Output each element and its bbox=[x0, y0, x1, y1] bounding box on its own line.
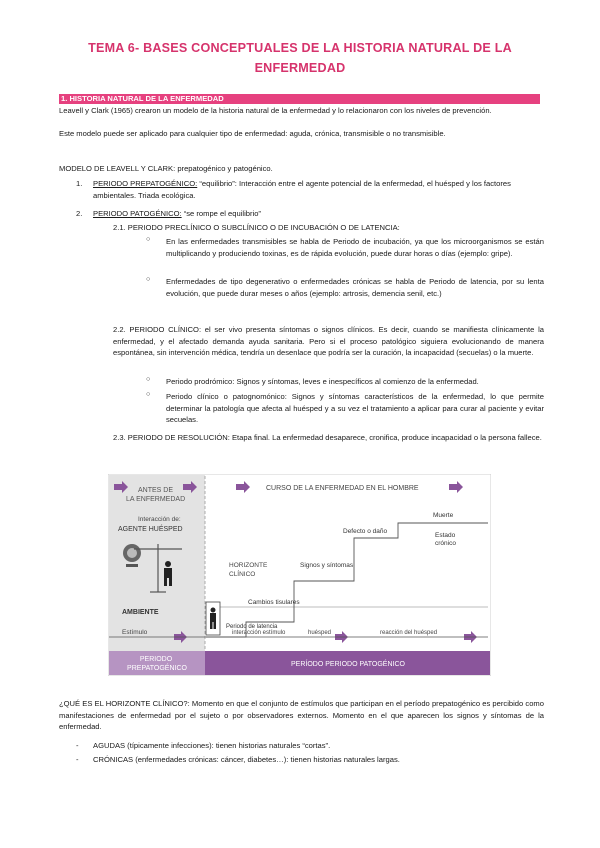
model-heading: MODELO DE LEAVELL Y CLARK: prepatogénico y patogénico. bbox=[59, 164, 273, 173]
label-horizonte-line: CLÍNICO bbox=[229, 571, 256, 578]
period-text: “equilibrio”: Interacción entre el agente potencial de la enfermedad, el huésped y los factores ambientales. Triada ecológica. bbox=[93, 179, 511, 200]
period-name: PERIODO PATOGÉNICO: bbox=[93, 209, 182, 218]
period-text: “se rompe el equilibrio” bbox=[181, 209, 261, 218]
section-header: 1. HISTORIA NATURAL DE LA ENFERMEDAD bbox=[59, 94, 540, 104]
sub-heading-21: 2.1. PERIODO PRECLÍNICO O SUBCLÍNICO O DE INCUBACIÓN O DE LATENCIA: bbox=[113, 223, 400, 232]
period-prepatogenico bbox=[93, 178, 544, 201]
label-interaccion: Interacción de: bbox=[138, 516, 181, 523]
bullet-icon: ○ bbox=[146, 391, 151, 398]
label-reaccion: reacción del huésped bbox=[380, 630, 438, 636]
label-interaccion-estimulo: interacción estímulo bbox=[232, 630, 286, 636]
label-estado-line: Estado bbox=[435, 532, 456, 539]
intro-paragraph: Leavell y Clark (1965) crearon un modelo de la historia natural de la enfermedad y lo relacionaron con los niveles de prevención. bbox=[59, 106, 492, 115]
list-number: 2. bbox=[76, 209, 83, 218]
label-ambiente: AMBIENTE bbox=[122, 609, 159, 616]
label-latencia: Periodo de latencia bbox=[226, 624, 278, 630]
period-patogenico bbox=[93, 208, 544, 220]
label-estado-cronico bbox=[435, 532, 457, 547]
label-estado-line: crónico bbox=[435, 540, 456, 547]
label-antes-line: ANTES DE bbox=[138, 487, 174, 494]
question-label: ¿QUÉ ES EL HORIZONTE CLÍNICO?: bbox=[59, 699, 190, 708]
dash-icon: - bbox=[76, 741, 79, 750]
period-name: PERIODO PREPATOGÉNICO: bbox=[93, 179, 198, 188]
sub-paragraph-23: 2.3. PERIODO DE RESOLUCIÓN: Etapa final. La enfermedad desaparece, cronifica, produce incapacidad o la persona fallece. bbox=[113, 433, 542, 442]
label-curso: CURSO DE LA ENFERMEDAD EN EL HOMBRE bbox=[266, 485, 419, 492]
sub-paragraph-22: 2.2. PERIODO CLÍNICO: el ser vivo presenta síntomas o signos clínicos. Es decir, cuando se manifiesta clínicamente la enfermedad, y el afectado demanda ayuda sanitaria. Pero si el proceso patológico siguiera evolucionando de manera espontánea, sin intervención médica, tendría un desenlace que podría ser la curación, la incapacidad (secuelas) o la muerte. bbox=[113, 325, 544, 357]
list-item: AGUDAS (típicamente infecciones): tienen historias naturales “cortas”. bbox=[93, 741, 331, 750]
label-huesped: huésped bbox=[308, 630, 332, 636]
label-muerte: Muerte bbox=[433, 512, 454, 519]
label-horizonte-line: HORIZONTE bbox=[229, 562, 268, 569]
dash-icon: - bbox=[76, 755, 79, 764]
label-agente-huesped: AGENTE HUÉSPED bbox=[118, 526, 183, 533]
bullet-icon: ○ bbox=[146, 236, 151, 243]
list-item: Periodo prodrómico: Signos y síntomas, leves e inespecíficos al comienzo de la enfermedad. bbox=[166, 377, 479, 386]
bullet-icon: ○ bbox=[146, 376, 151, 383]
label-prepat-line: PERIODO bbox=[139, 656, 173, 663]
label-antes-line: LA ENFERMEDAD bbox=[126, 496, 186, 503]
natural-history-diagram bbox=[108, 474, 491, 676]
horizonte-question bbox=[59, 698, 544, 733]
question-text: Momento en que el conjunto de estímulos que participan en el período prepatogénico es percibido como manifestaciones de enfermedad por el sujeto o por observadores externos. Momento en el que aparecen los signos y síntomas de la enfermedad. bbox=[59, 699, 544, 731]
label-periodo-patogenico: PERÍODO PERIODO PATOGÉNICO bbox=[291, 661, 405, 668]
list-item: En las enfermedades transmisibles se habla de Periodo de incubación, ya que los microorganismos se están multiplicando y produciendo toxinas, es de rápida evolución, puede durar horas o días (ejemplo: gripe). bbox=[166, 237, 544, 258]
list-item: CRÓNICAS (enfermedades crónicas: cáncer, diabetes…): tienen historias naturales largas. bbox=[93, 755, 400, 764]
list-item: Periodo clínico o patognomónico: Signos y síntomas característicos de la enfermedad, lo que permite determinar la patología que afecta al huésped y a su vez el tratamiento a aplicar para curar al paciente y evitar secuelas. bbox=[166, 392, 544, 424]
label-signos: Signos y síntomas bbox=[300, 562, 354, 569]
list-item: Enfermedades de tipo degenerativo o enfermedades crónicas se habla de Periodo de latencia, por su lenta evolución, que puede durar meses o años (ejemplo: artrosis, demencia senil, etc.) bbox=[166, 277, 544, 298]
label-defecto: Defecto o daño bbox=[343, 528, 388, 535]
label-prepat-line: PREPATOGÉNICO bbox=[127, 665, 187, 672]
label-estimulo: Estímulo bbox=[122, 629, 148, 636]
intro-paragraph: Este modelo puede ser aplicado para cualquier tipo de enfermedad: aguda, crónica, transmisible o no transmisible. bbox=[59, 129, 446, 138]
page-title: TEMA 6- BASES CONCEPTUALES DE LA HISTORIA NATURAL DE LA ENFERMEDAD bbox=[88, 41, 512, 75]
bullet-icon: ○ bbox=[146, 276, 151, 283]
list-number: 1. bbox=[76, 179, 83, 188]
label-cambios: Cambios tisulares bbox=[248, 599, 300, 606]
